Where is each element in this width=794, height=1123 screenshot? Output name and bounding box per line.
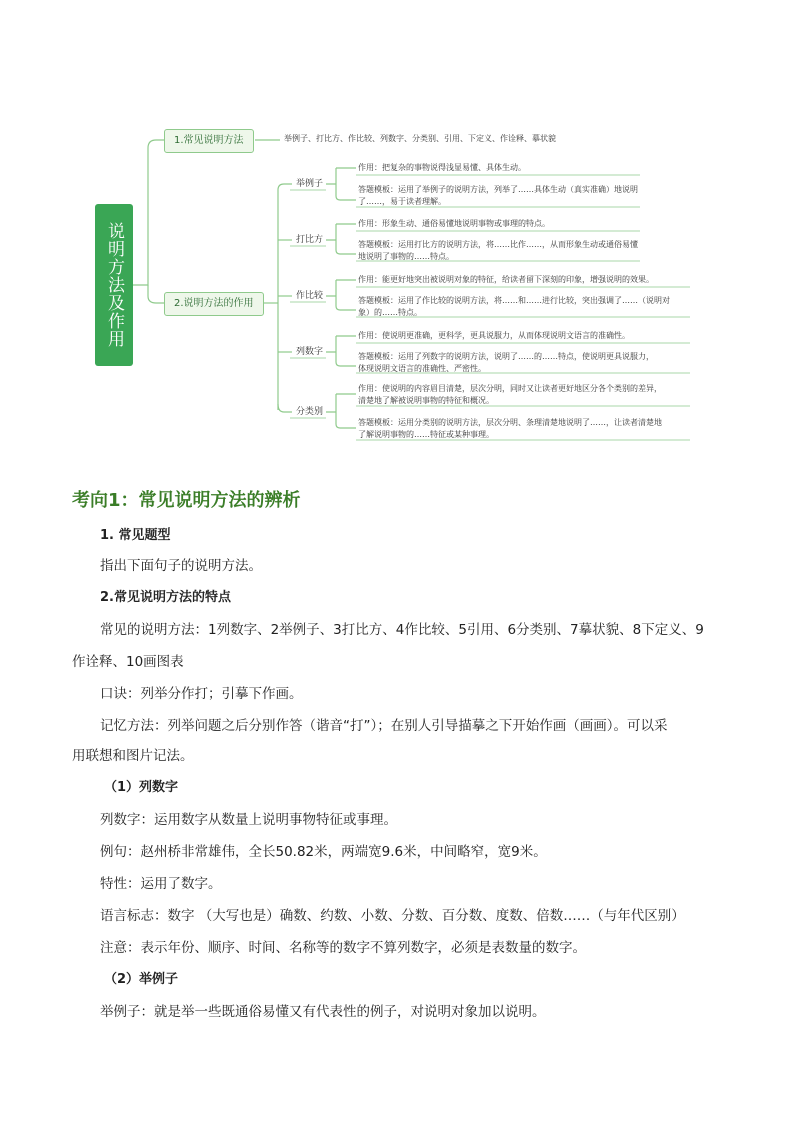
connector-root-branch1 (133, 140, 164, 285)
method-template-1: 答题模板：运用打比方的说明方法，将……比作……，从而形象生动或通俗易懂地说明了事物的……特点。 (358, 240, 638, 261)
branch-common-methods-desc: 举例子、打比方、作比较、列数字、分类别、引用、下定义、作诠释、摹状貌 (284, 134, 556, 143)
method-name-0: 举例子 (296, 179, 324, 189)
paragraph-line: 语言标志：数字 （大写也是）确数、约数、小数、分数、百分数、度数、倍数……（与年代区别） (100, 908, 685, 924)
paragraph-line: 常见的说明方法：1列数字、2举例子、3打比方、4作比较、5引用、6分类别、7摹状貌、8下定义、9 (100, 622, 704, 638)
paragraph-line: 用联想和图片记法。 (72, 748, 194, 764)
method-template-2: 答题模板：运用了作比较的说明方法，将……和……进行比较，突出强调了……（说明对象）的……特点。 (358, 296, 670, 317)
connector-leaves-2 (326, 280, 356, 310)
method-name-3: 列数字 (296, 347, 324, 357)
section-title: 考向1：常见说明方法的辨析 (72, 490, 301, 511)
mind-map (0, 0, 794, 460)
method-effect-2: 作用：能更好地突出被说明对象的特征，给读者留下深刻的印象，增强说明的效果。 (358, 275, 654, 284)
subheading-numbers: （1）列数字 (104, 780, 179, 795)
branch-common-methods: 1.常见说明方法 (164, 129, 254, 153)
paragraph-line: 列数字：运用数字从数量上说明事物特征或事理。 (100, 812, 397, 828)
method-name-1: 打比方 (296, 235, 324, 245)
connector-leaves-4 (326, 394, 356, 428)
paragraph-line: 注意：表示年份、顺序、时间、名称等的数字不算列数字，必须是表数量的数字。 (100, 940, 586, 956)
subheading-examples: （2）举例子 (104, 972, 179, 987)
method-name-2: 作比较 (296, 291, 324, 301)
method-effect-0: 作用：把复杂的事物说得浅显易懂、具体生动。 (358, 163, 526, 172)
connector-leaves-0 (326, 168, 356, 200)
paragraph-line: 例句：赵州桥非常雄伟，全长50.82米，两端宽9.6米，中间略窄，宽9米。 (100, 844, 547, 860)
method-template-3: 答题模板：运用了列数字的说明方法，说明了……的……特点，使说明更具说服力，体现说明文语言的准确性、严密性。 (358, 352, 654, 373)
subheading-method-features: 2.常见说明方法的特点 (100, 590, 231, 605)
method-effect-1: 作用：形象生动、通俗易懂地说明事物或事理的特点。 (358, 219, 550, 228)
method-template-4: 答题模板：运用分类别的说明方法，层次分明、条理清楚地说明了……，让读者清楚地了解说明事物的……特征或某种事理。 (358, 418, 662, 439)
connector-leaves-3 (326, 336, 356, 366)
connector-method-4 (278, 404, 292, 412)
subheading-common-question: 1. 常见题型 (100, 528, 171, 543)
paragraph-line: 作诠释、10画图表 (72, 654, 184, 670)
connector-method-0 (278, 184, 292, 190)
paragraph-line: 指出下面句子的说明方法。 (100, 558, 262, 574)
method-effect-4: 作用：使说明的内容眉目清楚，层次分明，同时又让读者更好地区分各个类别的差异，清楚地了解被说明事物的特征和概况。 (358, 384, 662, 405)
method-name-4: 分类别 (296, 407, 324, 417)
connector-root-branch2 (148, 285, 164, 303)
paragraph-line: 举例子：就是举一些既通俗易懂又有代表性的例子，对说明对象加以说明。 (100, 1004, 546, 1020)
paragraph-line: 记忆方法：列举问题之后分别作答（谐音“打”）；在别人引导描摹之下开始作画（画画）。可以采 (100, 718, 668, 734)
method-effect-3: 作用：使说明更准确，更科学，更具说服力，从而体现说明文语言的准确性。 (358, 331, 630, 340)
paragraph-line: 特性：运用了数字。 (100, 876, 222, 892)
connector-leaves-1 (326, 224, 356, 254)
method-template-0: 答题模板：运用了举例子的说明方法，列举了……具体生动（真实准确）地说明了……，易于读者理解。 (358, 185, 638, 206)
mindmap-root: 说明方法及作用 (95, 204, 133, 366)
branch-method-effects: 2.说明方法的作用 (164, 292, 264, 316)
paragraph-line: 口诀：列举分作打；引摹下作画。 (100, 686, 303, 702)
